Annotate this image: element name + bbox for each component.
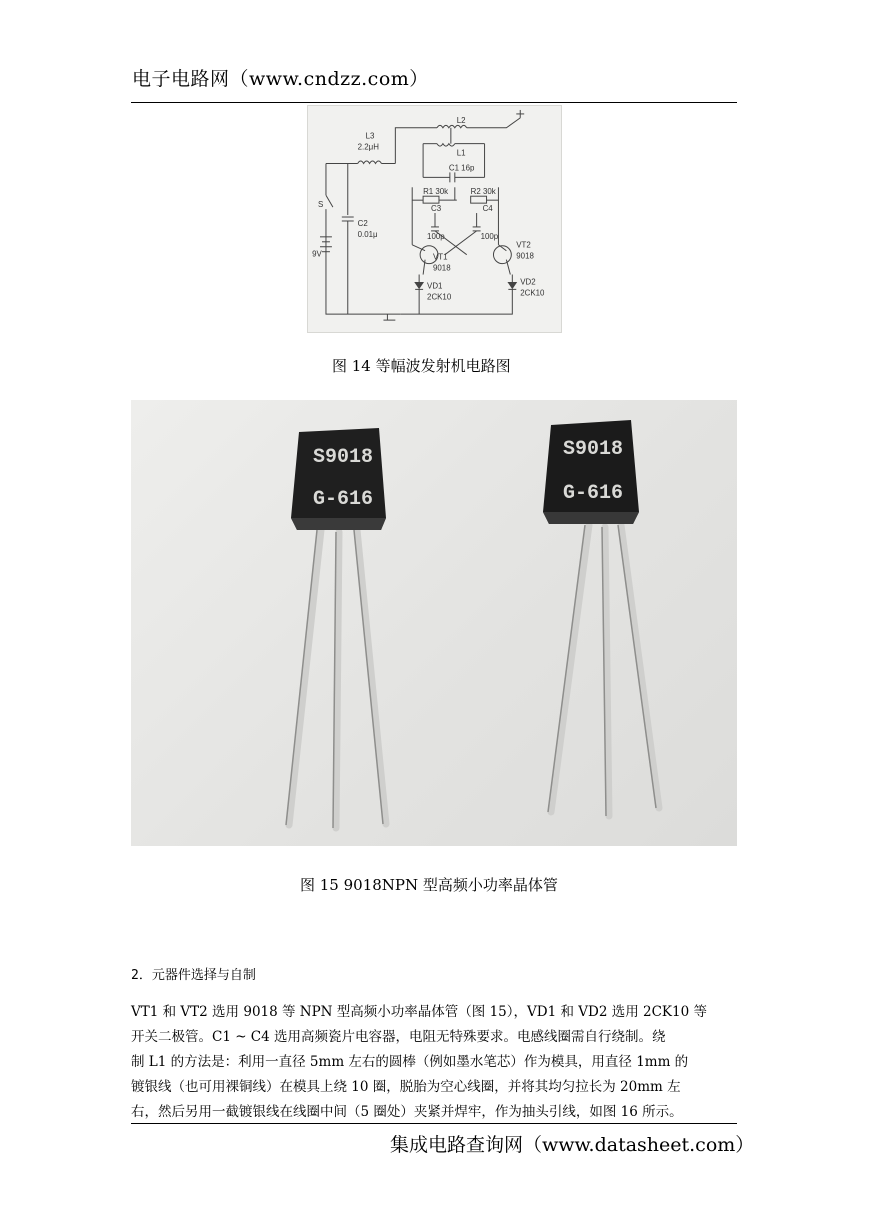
paragraph-line: 镀银线（也可用裸铜线）在模具上绕 10 圈，脱胎为空心线圈，并将其均匀拉长为 20mm 左 <box>131 1079 681 1095</box>
paragraph-line: 右，然后另用一截镀银线在线圈中间（5 圈处）夹紧并焊牢，作为抽头引线，如图 16 所示。 <box>131 1104 683 1120</box>
label-c4-value: 100p <box>480 231 499 241</box>
label-vd2: VD2 <box>520 277 536 287</box>
right-marking-line2: G-616 <box>563 482 624 505</box>
body-paragraph <box>131 1000 737 1125</box>
left-marking-line2: G-616 <box>313 488 374 511</box>
label-r2: R2 30k <box>470 187 496 197</box>
label-c4: C4 <box>482 204 493 214</box>
label-l1: L1 <box>456 148 466 158</box>
label-c2-value: 0.01μ <box>357 229 378 239</box>
right-marking-line1: S9018 <box>563 438 624 461</box>
paragraph-line: 开关二极管。C1 ~ C4 选用高频瓷片电容器，电阻无特殊要求。电感线圈需自行绕制。绕 <box>131 1029 666 1045</box>
label-vt2-type: 9018 <box>516 251 534 261</box>
section-heading: 2．元器件选择与自制 <box>131 968 256 983</box>
label-l2: L2 <box>456 115 466 125</box>
figure-15-caption: 图 15 9018NPN 型高频小功率晶体管 <box>300 876 558 894</box>
label-vt1: VT1 <box>433 252 448 262</box>
label-vt2: VT2 <box>516 240 531 250</box>
label-l3: L3 <box>365 131 375 141</box>
figure-14-caption: 图 14 等幅波发射机电路图 <box>332 357 511 375</box>
label-c2: C2 <box>357 218 368 228</box>
footer-divider <box>131 1123 737 1124</box>
label-c3: C3 <box>431 204 442 214</box>
label-c3-value: 100p <box>427 231 445 241</box>
paragraph-line: VT1 和 VT2 选用 9018 等 NPN 型高频小功率晶体管（图 15），VD1 和 VD2 选用 2CK10 等 <box>131 1004 707 1020</box>
label-switch: S <box>318 200 324 210</box>
left-marking-line1: S9018 <box>313 446 374 469</box>
label-battery: 9V <box>312 249 322 259</box>
header-divider <box>131 102 737 103</box>
header-title: 电子电路网（www.cndzz.com） <box>132 68 429 90</box>
label-vd1-type: 2CK10 <box>427 292 452 302</box>
paragraph-line: 制 L1 的方法是：利用一直径 5mm 左右的圆棒（例如墨水笔芯）作为模具，用直径 1mm 的 <box>131 1054 689 1070</box>
label-r1: R1 30k <box>423 187 449 197</box>
label-c1: C1 16p <box>448 163 475 173</box>
footer-title: 集成电路查询网（www.datasheet.com） <box>390 1134 755 1156</box>
transistor-photo <box>131 400 737 846</box>
circuit-diagram <box>307 105 562 333</box>
label-l3-value: 2.2μH <box>357 142 379 152</box>
label-vt1-type: 9018 <box>433 263 451 273</box>
label-vd1: VD1 <box>427 281 443 291</box>
label-vd2-type: 2CK10 <box>520 288 545 298</box>
